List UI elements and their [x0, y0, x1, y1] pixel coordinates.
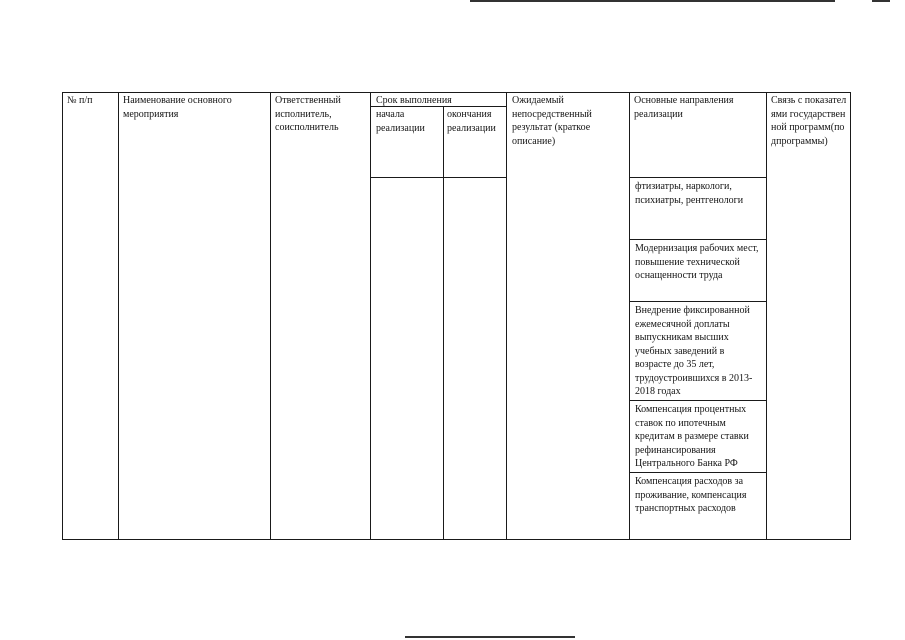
direction-item-4: Компенсация процентных ставок по ипотечным кредитам в размере ставки рефинансирования Центрального Банка РФ	[635, 404, 749, 469]
header-term: Срок выполнения	[376, 95, 452, 106]
direction-item-1: фтизиатры, наркологи, психиатры, рентгенологи	[635, 181, 744, 206]
header-event-name: Наименование основного мероприятия	[123, 95, 232, 120]
header-executor: Ответственный исполнитель, соисполнитель	[275, 95, 341, 133]
direction-item-2: Модернизация рабочих мест, повышение технической оснащенности труда	[635, 243, 759, 281]
header-term-end: окончания реализации	[447, 109, 496, 134]
header-program-link: Связь с показателями государственной программ(подпрограммы)	[771, 95, 847, 147]
header-directions: Основные направления реализации	[634, 95, 734, 120]
direction-item-3: Внедрение фиксированной ежемесячной доплаты выпускникам высших учебных заведений в возрасте до 35 лет, трудоустроившихся в 2013-2018 годах	[635, 305, 753, 397]
header-number: № п/п	[67, 95, 93, 106]
header-expected-result: Ожидаемый непосредственный результат (краткое описание)	[512, 95, 592, 147]
direction-item-5: Компенсация расходов за проживание, компенсация транспортных расходов	[635, 476, 747, 514]
header-term-start: начала реализации	[376, 109, 425, 134]
